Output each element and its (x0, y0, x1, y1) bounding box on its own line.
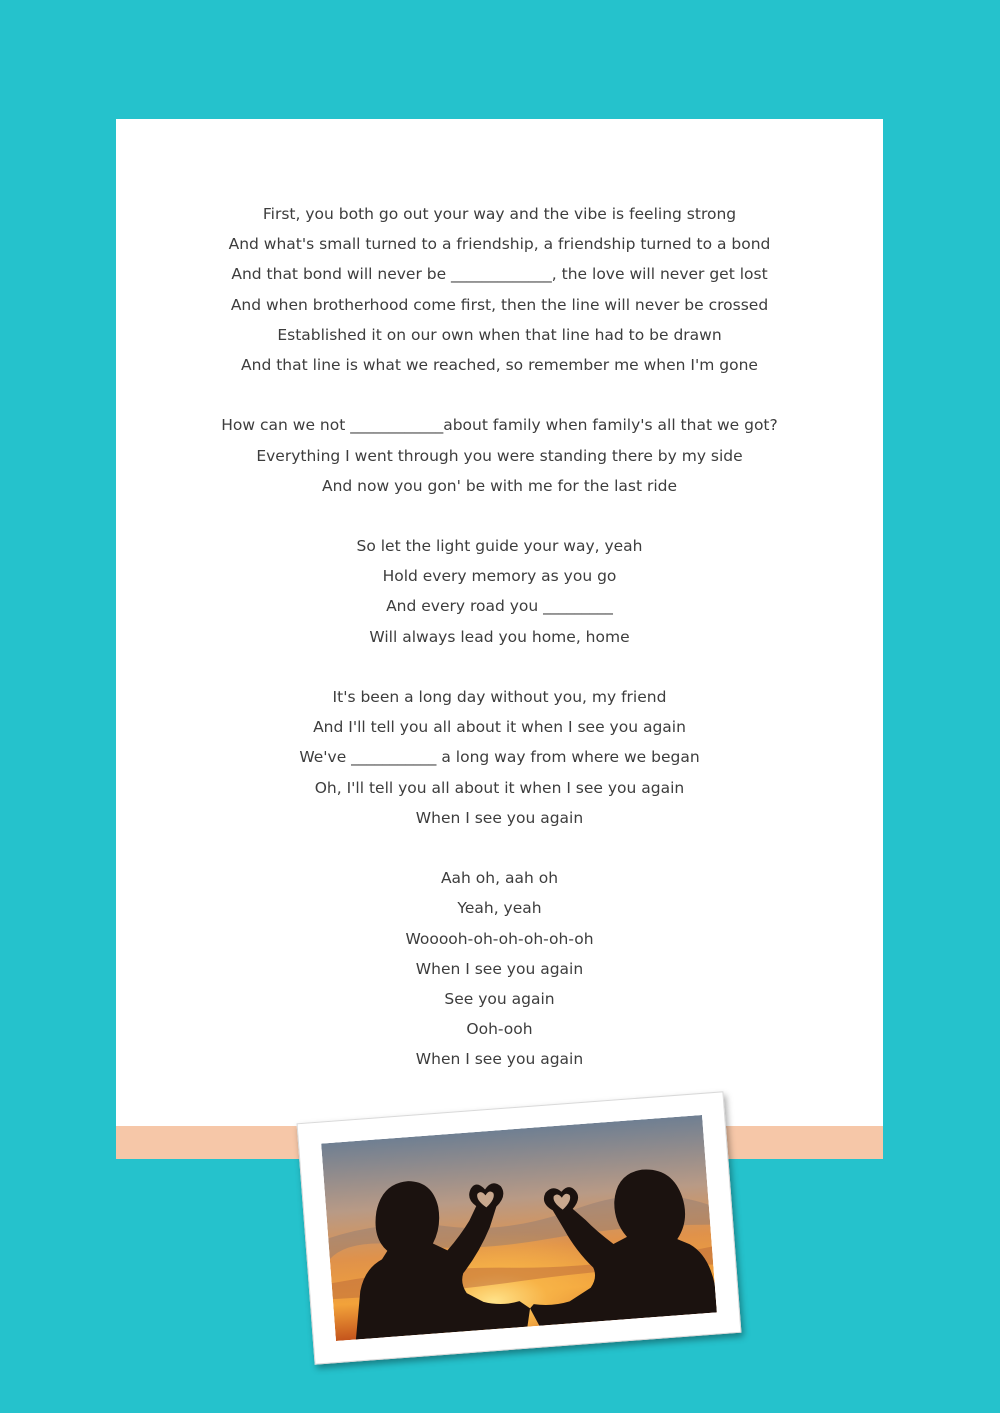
lyric-line: Aah oh, aah oh (440, 869, 559, 888)
lyric-line-blank: And every road you _________ (386, 597, 613, 616)
lyric-line: Ooh-ooh (466, 1020, 533, 1039)
stanza-3 (116, 531, 883, 652)
lyric-line: And that line is what we reached, so remember me when I'm gone (241, 355, 758, 374)
friends-sunset-photo (321, 1115, 717, 1341)
lyric-line: When I see you again (415, 1050, 584, 1069)
lyric-line: And what's small turned to a friendship, a friendship turned to a bond (228, 235, 771, 254)
lyric-line: So let the light guide your way, yeah (356, 537, 643, 556)
stanza-1 (116, 199, 883, 380)
lyric-line: Yeah, yeah (457, 899, 542, 918)
lyric-line: Everything I went through you were standing there by my side (256, 446, 743, 465)
lyric-line: It's been a long day without you, my friend (332, 688, 667, 706)
lyric-line: And now you gon' be with me for the last ride (321, 476, 678, 495)
lyric-line: When I see you again (415, 959, 584, 978)
stanza-5 (116, 863, 883, 1074)
lyric-line: Wooooh-oh-oh-oh-oh-oh (405, 929, 594, 948)
lyrics-text (116, 199, 883, 1105)
lyric-line-blank: And that bond will never be _____________, the love will never get lost (231, 265, 768, 284)
friends-heart-silhouette-icon (321, 1115, 717, 1341)
lyric-line: And I'll tell you all about it when I see you again (313, 718, 686, 737)
lyric-line: First, you both go out your way and the vibe is feeling strong (262, 205, 737, 223)
lyric-line: Oh, I'll tell you all about it when I see you again (314, 778, 685, 797)
lyric-line: And when brotherhood come first, then the line will never be crossed (230, 295, 769, 314)
lyric-line: When I see you again (415, 808, 584, 827)
lyric-line: Established it on our own when that line had to be drawn (277, 325, 722, 344)
stanza-2 (116, 410, 883, 501)
lyric-line-blank: How can we not ____________about family when family's all that we got? (221, 416, 778, 435)
lyric-line: Will always lead you home, home (369, 627, 630, 646)
lyric-line: See you again (444, 989, 555, 1008)
lyric-line-blank: We've ___________ a long way from where we began (299, 748, 700, 767)
photo-frame (297, 1091, 742, 1364)
stanza-4 (116, 682, 883, 833)
lyric-line: Hold every memory as you go (382, 567, 617, 586)
